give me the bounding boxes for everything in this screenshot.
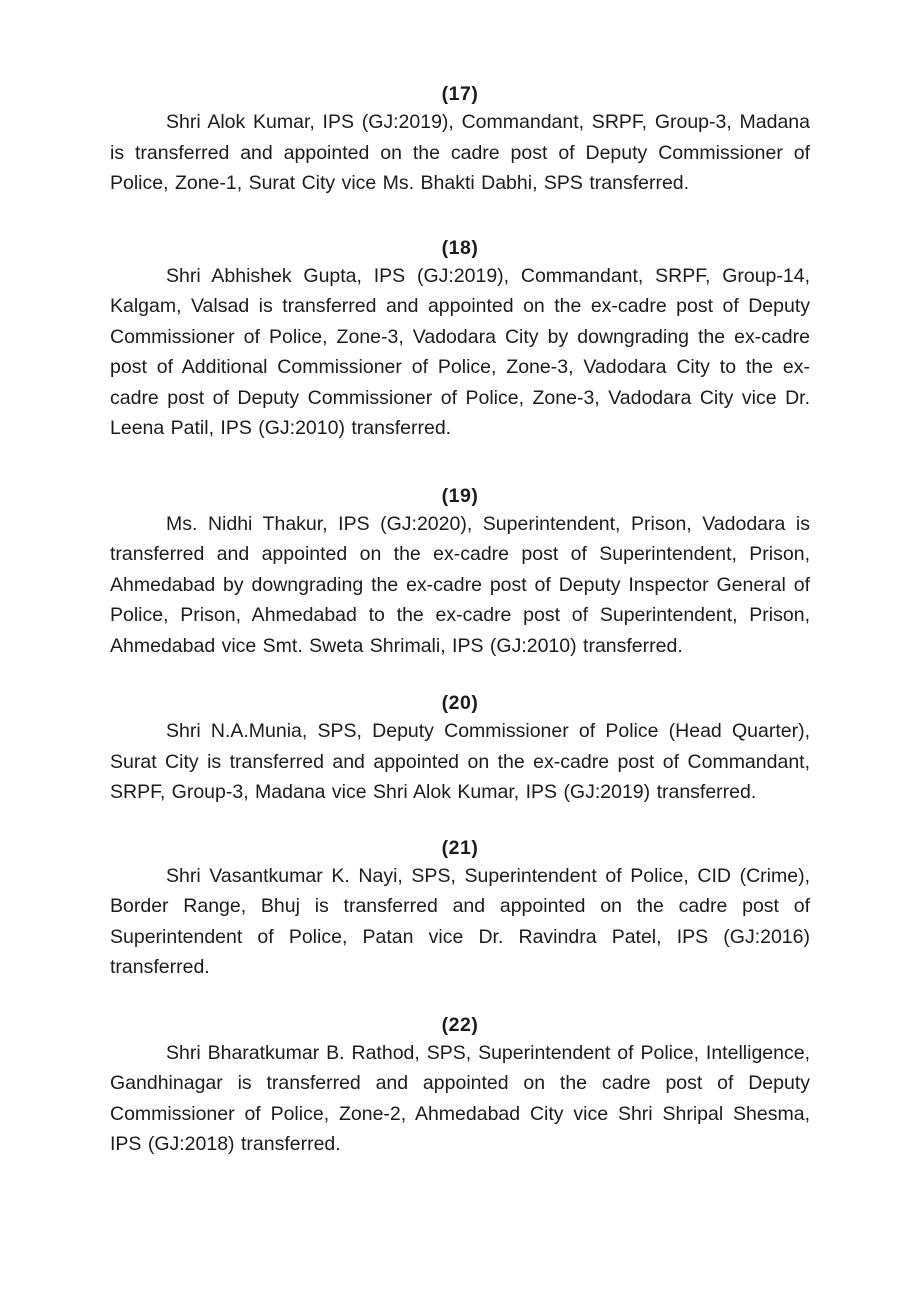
entry-number: (17) <box>441 83 479 105</box>
entry-number: (20) <box>441 692 479 714</box>
entry-text: Shri Alok Kumar, IPS (GJ:2019), Commandant, SRPF, Group-3, Madana is transferred and appointed on the cadre post of Deputy Commissioner of Police, Zone-1, Surat City vice Ms. Bhakti Dabhi, SPS transferred. <box>110 111 810 194</box>
transfer-entry <box>110 235 810 444</box>
entry-text: Shri Abhishek Gupta, IPS (GJ:2019), Commandant, SRPF, Group-14, Kalgam, Valsad is transferred and appointed on the ex-cadre post of Deputy Commissioner of Police, Zone-3, Vadodara City by downgrading the ex-cadre post of Additional Commissioner of Police, Zone-3, Vadodara City to the ex-cadre post of Deputy Commissioner of Police, Zone-3, Vadodara City vice Dr. Leena Patil, IPS (GJ:2010) transferred. <box>110 264 810 439</box>
entry-number: (19) <box>441 484 479 507</box>
entry-text: Shri Bharatkumar B. Rathod, SPS, Superintendent of Police, Intelligence, Gandhinagar is transferred and appointed on the cadre post of Deputy Commissioner of Police, Zone-2, Ahmedabad City vice Shri Shripal Shesma, IPS (GJ:2018) transferred. <box>110 1041 810 1155</box>
entry-number: (18) <box>441 236 479 259</box>
entry-number: (21) <box>441 836 479 859</box>
entry-text: Shri N.A.Munia, SPS, Deputy Commissioner of Police (Head Quarter), Surat City is transferred and appointed on the ex-cadre post of Commandant, SRPF, Group-3, Madana vice Shri Alok Kumar, IPS (GJ:2019) transferred. <box>110 720 810 803</box>
entry-number: (22) <box>441 1013 479 1036</box>
transfer-entry <box>110 81 810 199</box>
transfer-entry <box>110 1012 810 1160</box>
transfer-entry <box>110 690 810 808</box>
document-content <box>110 0 810 1160</box>
entry-text: Ms. Nidhi Thakur, IPS (GJ:2020), Superintendent, Prison, Vadodara is transferred and appointed on the ex-cadre post of Superintendent, Prison, Ahmedabad by downgrading the ex-cadre post of Deputy Inspector General of Police, Prison, Ahmedabad to the ex-cadre post of Superintendent, Prison, Ahmedabad vice Smt. Sweta Shrimali, IPS (GJ:2010) transferred. <box>110 512 810 657</box>
transfer-entry <box>110 835 810 983</box>
entry-text: Shri Vasantkumar K. Nayi, SPS, Superintendent of Police, CID (Crime), Border Range, Bhuj is transferred and appointed on the cadre post of Superintendent of Police, Patan vice Dr. Ravindra Patel, IPS (GJ:2016) transferred. <box>110 864 810 978</box>
transfer-entry <box>110 483 810 662</box>
